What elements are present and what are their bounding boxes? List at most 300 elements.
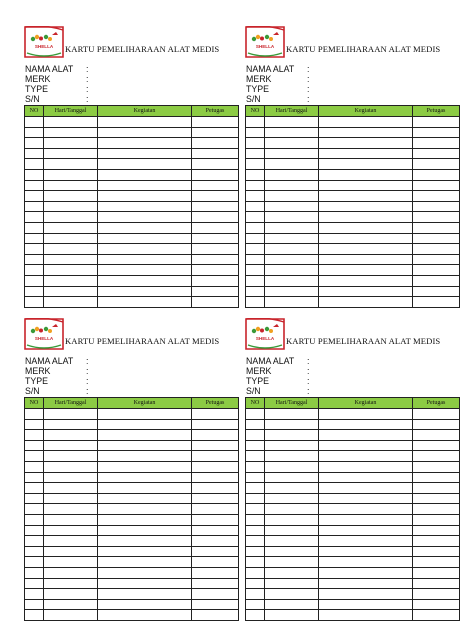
table-cell[interactable] [98, 557, 192, 568]
table-cell[interactable] [98, 567, 192, 578]
table-cell[interactable] [246, 504, 265, 515]
table-cell[interactable] [25, 201, 44, 212]
table-cell[interactable] [192, 493, 239, 504]
table-cell[interactable] [192, 254, 239, 265]
table-cell[interactable] [319, 493, 413, 504]
table-cell[interactable] [192, 159, 239, 170]
table-cell[interactable] [98, 589, 192, 600]
table-cell[interactable] [319, 254, 413, 265]
table-cell[interactable] [44, 286, 98, 297]
table-cell[interactable] [265, 472, 319, 483]
table-cell[interactable] [25, 546, 44, 557]
table-cell[interactable] [246, 472, 265, 483]
table-cell[interactable] [44, 419, 98, 430]
table-cell[interactable] [44, 599, 98, 610]
table-cell[interactable] [44, 493, 98, 504]
table-cell[interactable] [265, 483, 319, 494]
table-cell[interactable] [319, 275, 413, 286]
table-cell[interactable] [44, 201, 98, 212]
table-cell[interactable] [413, 212, 460, 223]
table-cell[interactable] [192, 546, 239, 557]
table-cell[interactable] [319, 451, 413, 462]
table-cell[interactable] [98, 222, 192, 233]
table-cell[interactable] [44, 212, 98, 223]
table-cell[interactable] [265, 159, 319, 170]
table-cell[interactable] [413, 148, 460, 159]
table-cell[interactable] [98, 504, 192, 515]
table-cell[interactable] [413, 461, 460, 472]
table-cell[interactable] [319, 578, 413, 589]
table-cell[interactable] [413, 514, 460, 525]
table-cell[interactable] [413, 525, 460, 536]
table-cell[interactable] [98, 159, 192, 170]
table-cell[interactable] [319, 180, 413, 191]
table-cell[interactable] [265, 265, 319, 276]
table-cell[interactable] [44, 254, 98, 265]
table-cell[interactable] [413, 483, 460, 494]
table-cell[interactable] [192, 212, 239, 223]
table-cell[interactable] [413, 599, 460, 610]
table-cell[interactable] [265, 536, 319, 547]
table-cell[interactable] [25, 472, 44, 483]
table-cell[interactable] [246, 254, 265, 265]
table-cell[interactable] [319, 265, 413, 276]
table-cell[interactable] [44, 233, 98, 244]
table-cell[interactable] [265, 440, 319, 451]
table-cell[interactable] [319, 138, 413, 149]
table-cell[interactable] [413, 127, 460, 138]
table-cell[interactable] [98, 117, 192, 128]
table-cell[interactable] [319, 504, 413, 515]
table-cell[interactable] [246, 567, 265, 578]
table-cell[interactable] [246, 201, 265, 212]
table-cell[interactable] [44, 169, 98, 180]
table-cell[interactable] [25, 138, 44, 149]
table-cell[interactable] [246, 409, 265, 420]
table-cell[interactable] [246, 430, 265, 441]
table-cell[interactable] [413, 286, 460, 297]
table-cell[interactable] [25, 483, 44, 494]
table-cell[interactable] [246, 265, 265, 276]
table-cell[interactable] [192, 610, 239, 621]
table-cell[interactable] [319, 546, 413, 557]
table-cell[interactable] [319, 233, 413, 244]
table-cell[interactable] [413, 159, 460, 170]
table-cell[interactable] [319, 297, 413, 308]
table-cell[interactable] [44, 244, 98, 255]
table-cell[interactable] [98, 127, 192, 138]
table-cell[interactable] [98, 180, 192, 191]
table-cell[interactable] [192, 589, 239, 600]
table-cell[interactable] [413, 201, 460, 212]
table-cell[interactable] [192, 599, 239, 610]
table-cell[interactable] [413, 504, 460, 515]
table-cell[interactable] [25, 275, 44, 286]
table-cell[interactable] [246, 589, 265, 600]
table-cell[interactable] [265, 567, 319, 578]
table-cell[interactable] [25, 461, 44, 472]
table-cell[interactable] [192, 117, 239, 128]
table-cell[interactable] [246, 610, 265, 621]
table-cell[interactable] [25, 610, 44, 621]
table-cell[interactable] [246, 275, 265, 286]
table-cell[interactable] [44, 180, 98, 191]
table-cell[interactable] [319, 483, 413, 494]
table-cell[interactable] [25, 567, 44, 578]
table-cell[interactable] [44, 159, 98, 170]
table-cell[interactable] [319, 244, 413, 255]
table-cell[interactable] [265, 138, 319, 149]
table-cell[interactable] [25, 419, 44, 430]
table-cell[interactable] [25, 233, 44, 244]
table-cell[interactable] [265, 599, 319, 610]
table-cell[interactable] [98, 148, 192, 159]
table-cell[interactable] [246, 493, 265, 504]
table-cell[interactable] [265, 589, 319, 600]
table-cell[interactable] [319, 191, 413, 202]
table-cell[interactable] [413, 430, 460, 441]
table-cell[interactable] [25, 514, 44, 525]
table-cell[interactable] [98, 265, 192, 276]
table-cell[interactable] [413, 567, 460, 578]
table-cell[interactable] [44, 265, 98, 276]
table-cell[interactable] [413, 557, 460, 568]
table-cell[interactable] [25, 117, 44, 128]
table-cell[interactable] [265, 275, 319, 286]
table-cell[interactable] [413, 472, 460, 483]
table-cell[interactable] [413, 265, 460, 276]
table-cell[interactable] [413, 493, 460, 504]
table-cell[interactable] [265, 180, 319, 191]
table-cell[interactable] [25, 504, 44, 515]
table-cell[interactable] [413, 169, 460, 180]
table-cell[interactable] [265, 430, 319, 441]
table-cell[interactable] [192, 127, 239, 138]
table-cell[interactable] [25, 180, 44, 191]
table-cell[interactable] [25, 409, 44, 420]
table-cell[interactable] [192, 286, 239, 297]
table-cell[interactable] [246, 159, 265, 170]
table-cell[interactable] [319, 567, 413, 578]
table-cell[interactable] [246, 557, 265, 568]
table-cell[interactable] [265, 546, 319, 557]
table-cell[interactable] [413, 138, 460, 149]
table-cell[interactable] [319, 557, 413, 568]
table-cell[interactable] [319, 201, 413, 212]
table-cell[interactable] [98, 536, 192, 547]
table-cell[interactable] [25, 557, 44, 568]
table-cell[interactable] [192, 180, 239, 191]
table-cell[interactable] [413, 451, 460, 462]
table-cell[interactable] [25, 536, 44, 547]
table-cell[interactable] [319, 409, 413, 420]
table-cell[interactable] [98, 191, 192, 202]
table-cell[interactable] [98, 138, 192, 149]
table-cell[interactable] [98, 546, 192, 557]
table-cell[interactable] [413, 419, 460, 430]
table-cell[interactable] [25, 159, 44, 170]
table-cell[interactable] [98, 409, 192, 420]
table-cell[interactable] [246, 286, 265, 297]
table-cell[interactable] [25, 222, 44, 233]
table-cell[interactable] [319, 514, 413, 525]
table-cell[interactable] [319, 117, 413, 128]
table-cell[interactable] [25, 589, 44, 600]
table-cell[interactable] [44, 138, 98, 149]
table-cell[interactable] [98, 244, 192, 255]
table-cell[interactable] [192, 483, 239, 494]
table-cell[interactable] [246, 514, 265, 525]
table-cell[interactable] [44, 567, 98, 578]
table-cell[interactable] [319, 159, 413, 170]
table-cell[interactable] [25, 599, 44, 610]
table-cell[interactable] [413, 191, 460, 202]
table-cell[interactable] [246, 127, 265, 138]
table-cell[interactable] [246, 222, 265, 233]
table-cell[interactable] [265, 525, 319, 536]
table-cell[interactable] [265, 244, 319, 255]
table-cell[interactable] [192, 233, 239, 244]
table-cell[interactable] [319, 212, 413, 223]
table-cell[interactable] [413, 222, 460, 233]
table-cell[interactable] [44, 610, 98, 621]
table-cell[interactable] [25, 440, 44, 451]
table-cell[interactable] [44, 578, 98, 589]
table-cell[interactable] [192, 536, 239, 547]
table-cell[interactable] [44, 557, 98, 568]
table-cell[interactable] [192, 222, 239, 233]
table-cell[interactable] [192, 461, 239, 472]
table-cell[interactable] [246, 244, 265, 255]
table-cell[interactable] [25, 578, 44, 589]
table-cell[interactable] [98, 419, 192, 430]
table-cell[interactable] [44, 483, 98, 494]
table-cell[interactable] [192, 514, 239, 525]
table-cell[interactable] [25, 430, 44, 441]
table-cell[interactable] [25, 212, 44, 223]
table-cell[interactable] [413, 578, 460, 589]
table-cell[interactable] [413, 409, 460, 420]
table-cell[interactable] [44, 440, 98, 451]
table-cell[interactable] [246, 578, 265, 589]
table-cell[interactable] [265, 127, 319, 138]
table-cell[interactable] [98, 169, 192, 180]
table-cell[interactable] [98, 233, 192, 244]
table-cell[interactable] [192, 525, 239, 536]
table-cell[interactable] [98, 212, 192, 223]
table-cell[interactable] [246, 536, 265, 547]
table-cell[interactable] [44, 275, 98, 286]
table-cell[interactable] [246, 546, 265, 557]
table-cell[interactable] [44, 546, 98, 557]
table-cell[interactable] [265, 578, 319, 589]
table-cell[interactable] [192, 451, 239, 462]
table-cell[interactable] [319, 525, 413, 536]
table-cell[interactable] [44, 127, 98, 138]
table-cell[interactable] [319, 599, 413, 610]
table-cell[interactable] [98, 483, 192, 494]
table-cell[interactable] [319, 440, 413, 451]
table-cell[interactable] [265, 557, 319, 568]
table-cell[interactable] [44, 514, 98, 525]
table-cell[interactable] [192, 567, 239, 578]
table-cell[interactable] [98, 599, 192, 610]
table-cell[interactable] [44, 148, 98, 159]
table-cell[interactable] [319, 148, 413, 159]
table-cell[interactable] [265, 117, 319, 128]
table-cell[interactable] [98, 286, 192, 297]
table-cell[interactable] [265, 514, 319, 525]
table-cell[interactable] [98, 275, 192, 286]
table-cell[interactable] [192, 297, 239, 308]
table-cell[interactable] [98, 610, 192, 621]
table-cell[interactable] [25, 127, 44, 138]
table-cell[interactable] [246, 599, 265, 610]
table-cell[interactable] [44, 117, 98, 128]
table-cell[interactable] [246, 233, 265, 244]
table-cell[interactable] [413, 180, 460, 191]
table-cell[interactable] [319, 222, 413, 233]
table-cell[interactable] [319, 589, 413, 600]
table-cell[interactable] [246, 212, 265, 223]
table-cell[interactable] [98, 525, 192, 536]
table-cell[interactable] [25, 297, 44, 308]
table-cell[interactable] [44, 222, 98, 233]
table-cell[interactable] [44, 461, 98, 472]
table-cell[interactable] [246, 117, 265, 128]
table-cell[interactable] [98, 493, 192, 504]
table-cell[interactable] [25, 191, 44, 202]
table-cell[interactable] [319, 461, 413, 472]
table-cell[interactable] [44, 504, 98, 515]
table-cell[interactable] [192, 201, 239, 212]
table-cell[interactable] [44, 451, 98, 462]
table-cell[interactable] [25, 451, 44, 462]
table-cell[interactable] [413, 297, 460, 308]
table-cell[interactable] [265, 254, 319, 265]
table-cell[interactable] [98, 578, 192, 589]
table-cell[interactable] [192, 419, 239, 430]
table-cell[interactable] [98, 254, 192, 265]
table-cell[interactable] [265, 419, 319, 430]
table-cell[interactable] [25, 525, 44, 536]
table-cell[interactable] [44, 472, 98, 483]
table-cell[interactable] [265, 222, 319, 233]
table-cell[interactable] [265, 191, 319, 202]
table-cell[interactable] [319, 286, 413, 297]
table-cell[interactable] [246, 440, 265, 451]
table-cell[interactable] [192, 169, 239, 180]
table-cell[interactable] [413, 610, 460, 621]
table-cell[interactable] [44, 525, 98, 536]
table-cell[interactable] [246, 180, 265, 191]
table-cell[interactable] [413, 275, 460, 286]
table-cell[interactable] [319, 127, 413, 138]
table-cell[interactable] [246, 483, 265, 494]
table-cell[interactable] [265, 504, 319, 515]
table-cell[interactable] [413, 117, 460, 128]
table-cell[interactable] [319, 472, 413, 483]
table-cell[interactable] [319, 419, 413, 430]
table-cell[interactable] [192, 440, 239, 451]
table-cell[interactable] [98, 297, 192, 308]
table-cell[interactable] [192, 191, 239, 202]
table-cell[interactable] [192, 275, 239, 286]
table-cell[interactable] [192, 504, 239, 515]
table-cell[interactable] [98, 440, 192, 451]
table-cell[interactable] [246, 525, 265, 536]
table-cell[interactable] [265, 148, 319, 159]
table-cell[interactable] [192, 148, 239, 159]
table-cell[interactable] [44, 536, 98, 547]
table-cell[interactable] [319, 610, 413, 621]
table-cell[interactable] [246, 419, 265, 430]
table-cell[interactable] [265, 409, 319, 420]
table-cell[interactable] [25, 169, 44, 180]
table-cell[interactable] [413, 440, 460, 451]
table-cell[interactable] [192, 244, 239, 255]
table-cell[interactable] [192, 430, 239, 441]
table-cell[interactable] [44, 409, 98, 420]
table-cell[interactable] [413, 233, 460, 244]
table-cell[interactable] [44, 430, 98, 441]
table-cell[interactable] [246, 461, 265, 472]
table-cell[interactable] [192, 578, 239, 589]
table-cell[interactable] [265, 610, 319, 621]
table-cell[interactable] [25, 244, 44, 255]
table-cell[interactable] [319, 430, 413, 441]
table-cell[interactable] [98, 201, 192, 212]
table-cell[interactable] [192, 138, 239, 149]
table-cell[interactable] [413, 589, 460, 600]
table-cell[interactable] [44, 191, 98, 202]
table-cell[interactable] [98, 461, 192, 472]
table-cell[interactable] [25, 148, 44, 159]
table-cell[interactable] [413, 244, 460, 255]
table-cell[interactable] [192, 557, 239, 568]
table-cell[interactable] [265, 233, 319, 244]
table-cell[interactable] [44, 297, 98, 308]
table-cell[interactable] [192, 265, 239, 276]
table-cell[interactable] [98, 430, 192, 441]
table-cell[interactable] [192, 472, 239, 483]
table-cell[interactable] [25, 265, 44, 276]
table-cell[interactable] [265, 451, 319, 462]
table-cell[interactable] [192, 409, 239, 420]
table-cell[interactable] [265, 212, 319, 223]
table-cell[interactable] [265, 461, 319, 472]
table-cell[interactable] [98, 451, 192, 462]
table-cell[interactable] [246, 148, 265, 159]
table-cell[interactable] [25, 254, 44, 265]
table-cell[interactable] [25, 286, 44, 297]
table-cell[interactable] [246, 451, 265, 462]
table-cell[interactable] [265, 286, 319, 297]
table-cell[interactable] [265, 493, 319, 504]
table-cell[interactable] [319, 536, 413, 547]
table-cell[interactable] [265, 201, 319, 212]
table-cell[interactable] [319, 169, 413, 180]
table-cell[interactable] [413, 546, 460, 557]
table-cell[interactable] [98, 514, 192, 525]
table-cell[interactable] [246, 297, 265, 308]
table-cell[interactable] [413, 536, 460, 547]
table-cell[interactable] [98, 472, 192, 483]
table-cell[interactable] [246, 138, 265, 149]
table-cell[interactable] [44, 589, 98, 600]
table-cell[interactable] [265, 169, 319, 180]
table-cell[interactable] [246, 191, 265, 202]
